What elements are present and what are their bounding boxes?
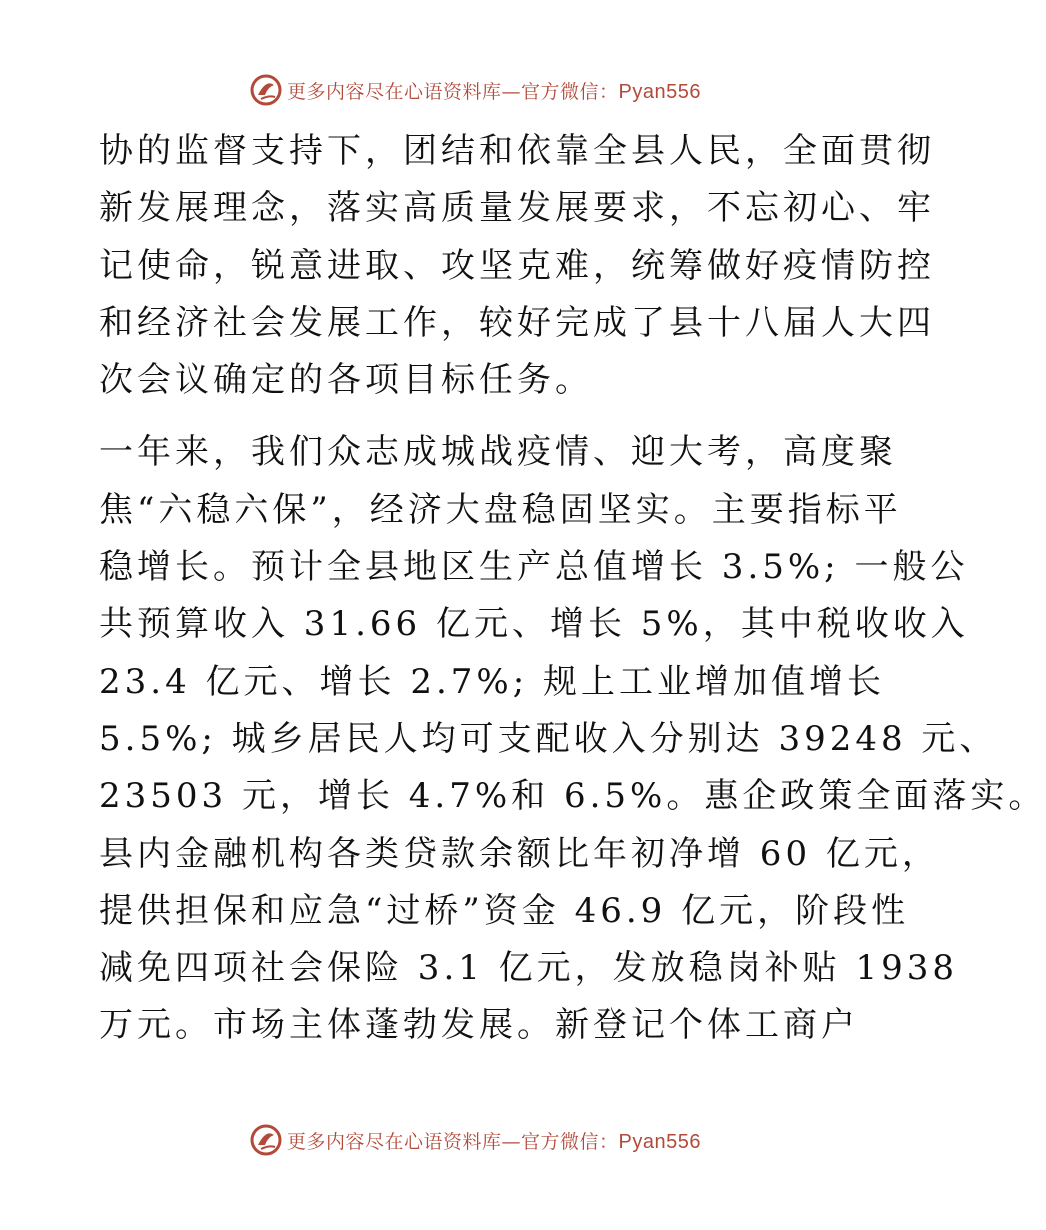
text-line: 万元。市场主体蓬勃发展。新登记个体工商户 [99,1005,859,1046]
body-text [99,123,1046,1055]
watermark-footer [0,1120,950,1160]
text-line: 5.5%; 城乡居民人均可支配收入分别达 39248 元、 [99,718,998,759]
text-line: 焦“六稳六保”，经济大盘稳固坚实。主要指标平 [99,489,902,530]
text-line: 减免四项社会保险 3.1 亿元，发放稳岗补贴 1938 [99,948,959,989]
text-line: 协的监督支持下，团结和依靠全县人民，全面贯彻 [99,131,935,171]
watermark-text: 更多内容尽在心语资料库—官方微信：Pyan556 [287,1130,701,1153]
swirl-logo-icon [249,73,283,107]
text-line: 23503 元，增长 4.7%和 6.5%。惠企政策全面落实。 [99,776,1046,817]
watermark-handle: Pyan556 [618,80,701,103]
text-line: 稳增长。预计全县地区生产总值增长 3.5%; 一般公 [99,547,969,588]
text-line: 共预算收入 31.66 亿元、增长 5%，其中税收收入 [99,604,969,645]
text-line: 县内金融机构各类贷款余额比年初净增 60 亿元， [99,833,940,874]
text-line: 和经济社会发展工作，较好完成了县十八届人大四 [99,302,935,343]
text-line: 一年来，我们众志成城战疫情、迎大考，高度聚 [99,432,897,473]
paragraph [99,123,935,409]
text-line: 记使命，锐意进取、攻坚克难，统筹做好疫情防控 [99,245,935,286]
text-line: 23.4 亿元、增长 2.7%; 规上工业增加值增长 [99,661,885,702]
text-line: 新发展理念，落实高质量发展要求，不忘初心、牢 [99,188,935,229]
watermark-handle: Pyan556 [618,1130,701,1153]
text-line: 提供担保和应急“过桥”资金 46.9 亿元，阶段性 [99,890,910,931]
paragraph [99,424,1046,1054]
swirl-logo-icon [249,1123,283,1157]
paragraph-gap [99,409,859,424]
watermark-text: 更多内容尽在心语资料库—官方微信：Pyan556 [287,80,701,103]
watermark-header [0,70,950,110]
text-line: 次会议确定的各项目标任务。 [99,360,593,401]
